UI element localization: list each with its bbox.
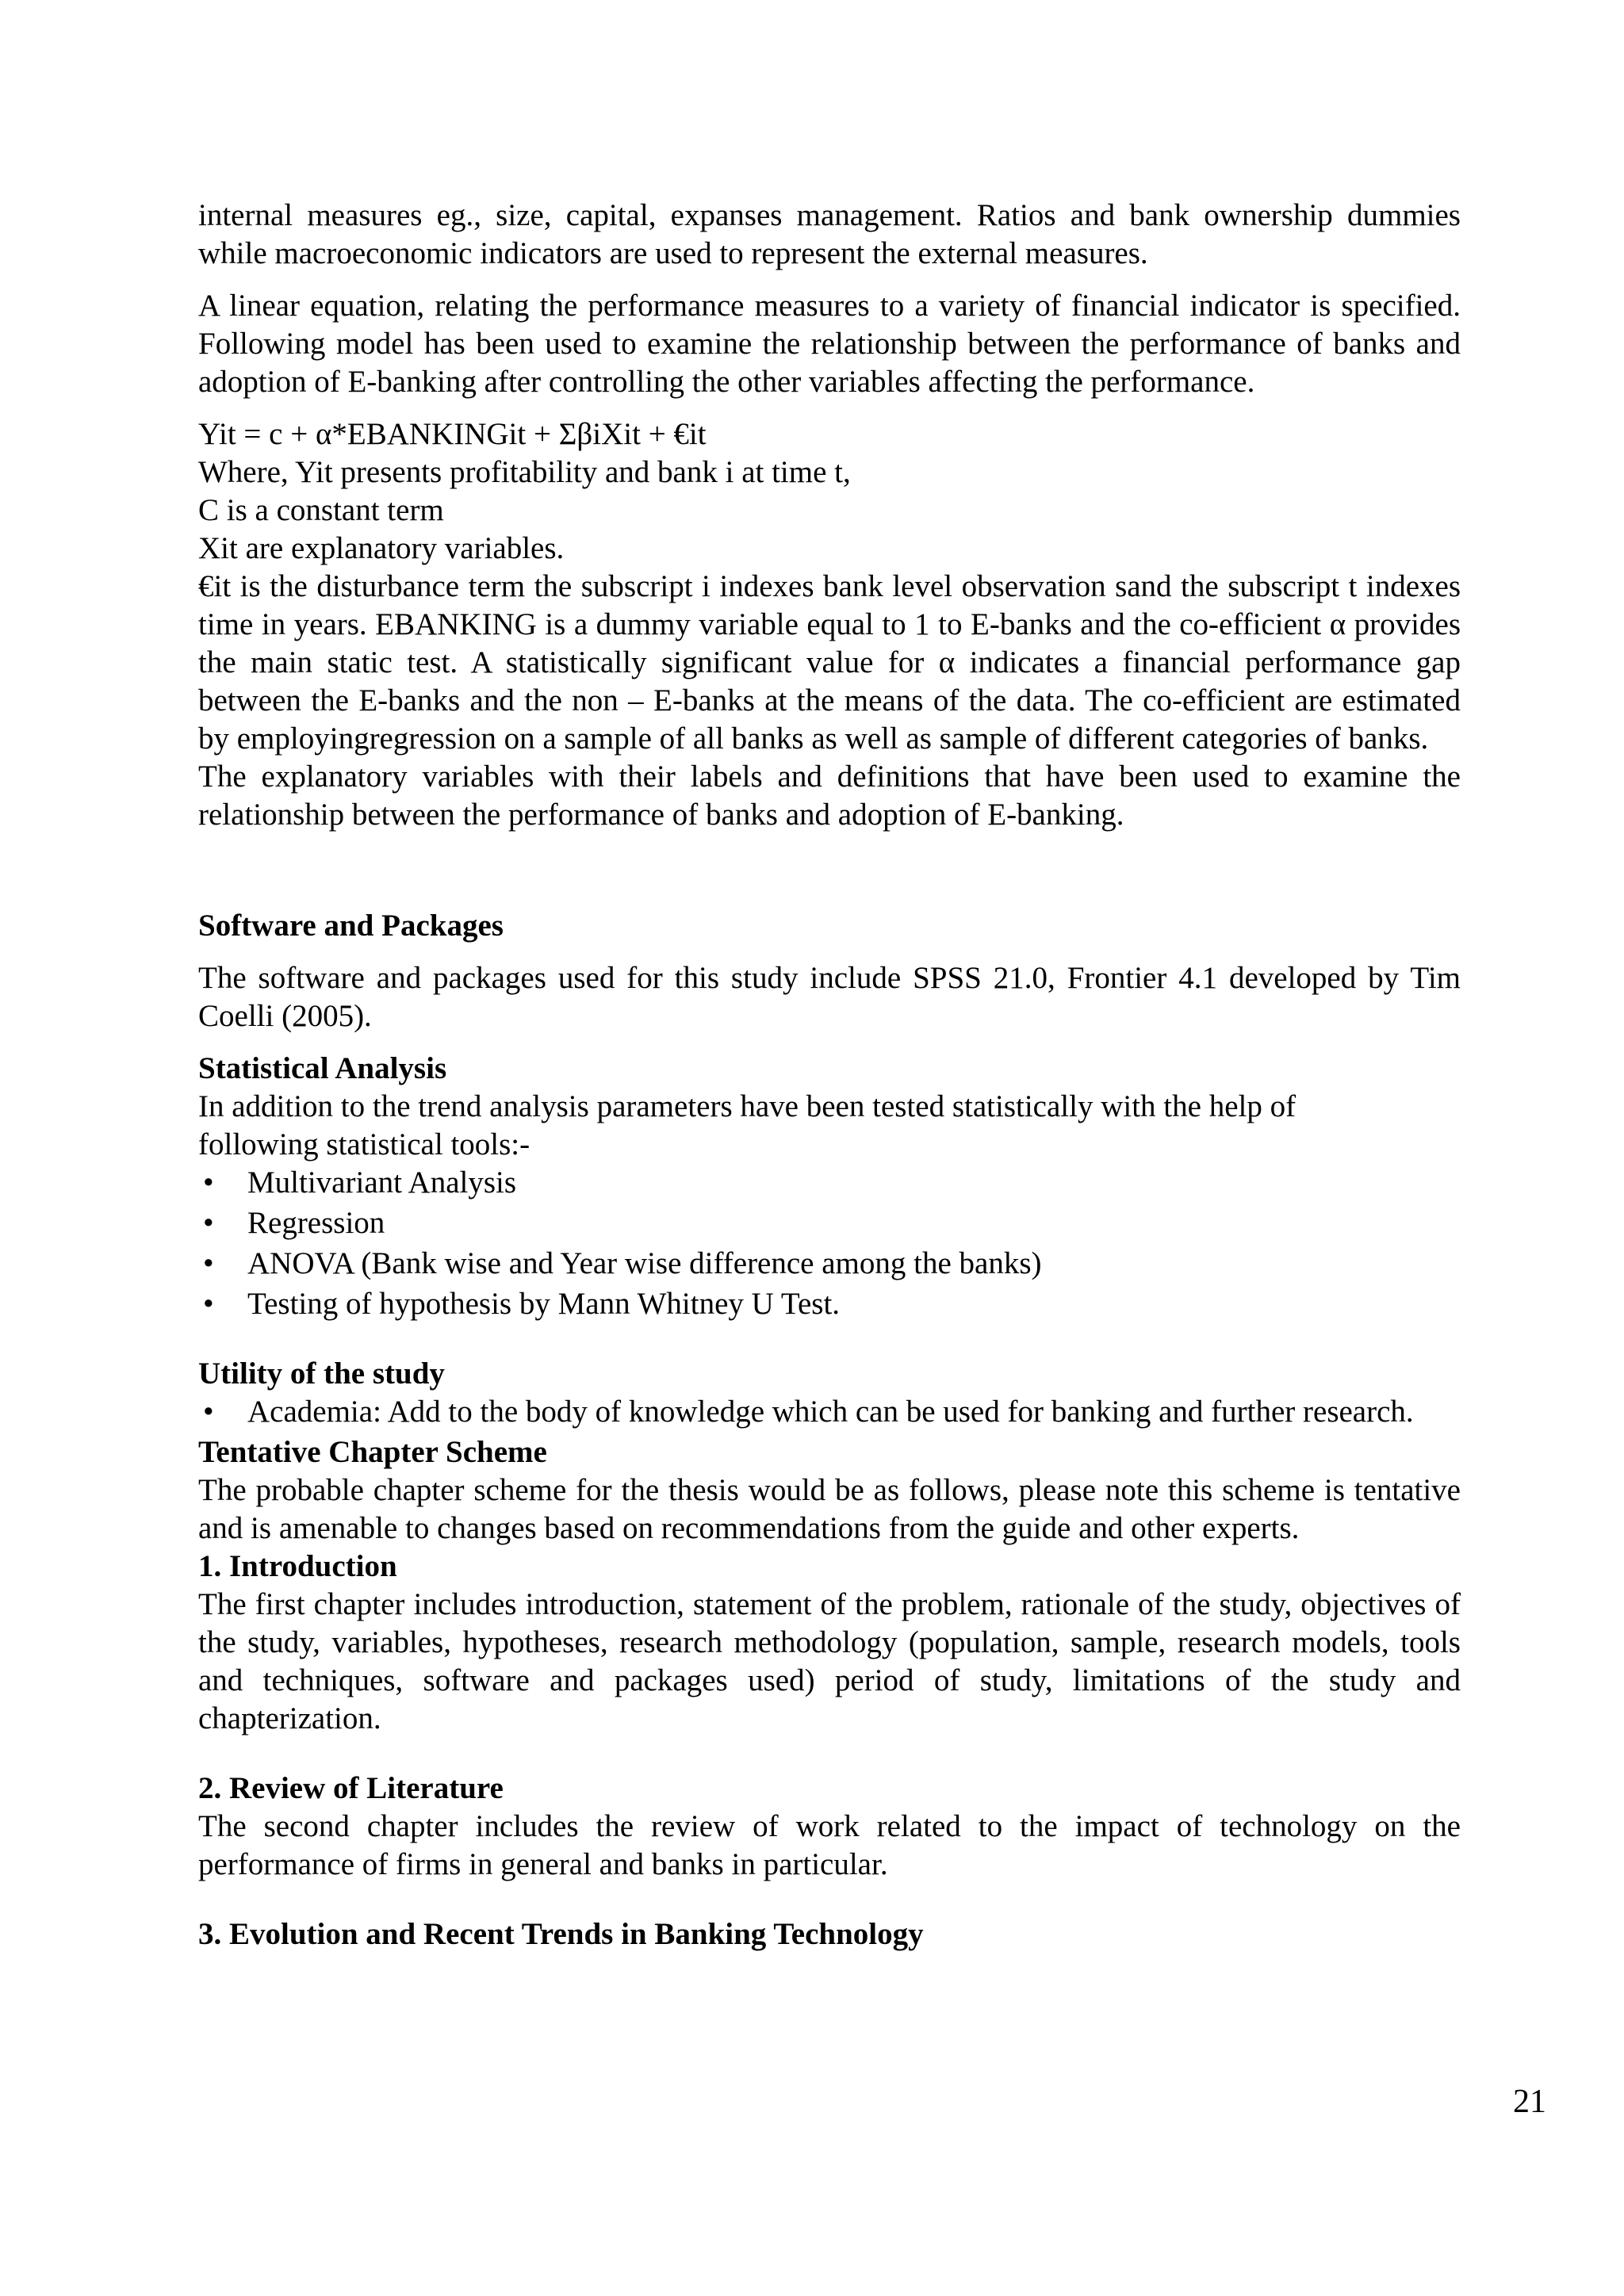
equation-where-line: Where, Yit presents profitability and bank i at time t, xyxy=(198,455,851,489)
heading-utility-of-study: Utility of the study xyxy=(198,1357,445,1391)
statistical-intro-line-1: In addition to the trend analysis parameters have been tested statistically with the help of xyxy=(198,1089,1297,1123)
bullet-icon: • xyxy=(203,1287,214,1321)
page-body xyxy=(198,197,1461,1954)
paragraph-explanatory-variables: The explanatory variables with their labels and definitions that have been used to examine the relationship between the performance of banks and adoption of E-banking. xyxy=(198,760,1461,832)
statistical-tools-list xyxy=(198,1164,1461,1323)
paragraph-chapter-2: The second chapter includes the review of work related to the impact of technology on the performance of firms in general and banks in particular. xyxy=(198,1809,1461,1881)
heading-tentative-chapter-scheme: Tentative Chapter Scheme xyxy=(198,1435,547,1469)
heading-chapter-2: 2. Review of Literature xyxy=(198,1771,504,1805)
equation-xit-line: Xit are explanatory variables. xyxy=(198,531,565,565)
bullet-icon: • xyxy=(203,1165,214,1200)
paragraph-internal-measures: internal measures eg., size, capital, expanses management. Ratios and bank ownership dummies while macroeconomic indicators are used to represent the external measures. xyxy=(198,198,1461,270)
list-item: • Multivariant Analysis xyxy=(198,1164,1461,1202)
paragraph-software: The software and packages used for this study include SPSS 21.0, Frontier 4.1 developed by Tim Coelli (2005). xyxy=(198,961,1461,1033)
equation-constant-line: C is a constant term xyxy=(198,493,444,527)
bullet-icon: • xyxy=(203,1395,214,1429)
bullet-icon: • xyxy=(203,1206,214,1240)
bullet-icon: • xyxy=(203,1246,214,1280)
paragraph-disturbance-term: €it is the disturbance term the subscript i indexes bank level observation sand the subscript t indexes time in years. EBANKING is a dummy variable equal to 1 to E-banks and the co-efficient α provides the main static test. A statistically significant value for α indicates a financial performance gap between the E-banks and the non – E-banks at the means of the data. The co-efficient are estimated by employingregression on a sample of all banks as well as sample of different categories of banks. xyxy=(198,569,1461,756)
list-item: • Regression xyxy=(198,1204,1461,1242)
heading-chapter-1: 1. Introduction xyxy=(198,1549,397,1583)
heading-statistical-analysis: Statistical Analysis xyxy=(198,1051,447,1085)
list-item: • Academia: Add to the body of knowledge which can be used for banking and further research. xyxy=(198,1393,1461,1431)
heading-chapter-3: 3. Evolution and Recent Trends in Banking Technology xyxy=(198,1917,924,1951)
utility-list xyxy=(198,1393,1461,1431)
paragraph-linear-equation: A linear equation, relating the performance measures to a variety of financial indicator is specified. Following model has been used to examine the relationship between the performance of banks and adoption of E-banking after controlling the other variables affecting the performance. xyxy=(198,289,1461,399)
statistical-intro-line-2: following statistical tools:- xyxy=(198,1127,530,1161)
paragraph-chapter-1: The first chapter includes introduction, statement of the problem, rationale of the study, objectives of the study, variables, hypotheses, research methodology (population, sample, research models, tools and techniques, software and packages used) period of study, limitations of the study and chapterization. xyxy=(198,1587,1461,1735)
paragraph-chapter-scheme: The probable chapter scheme for the thesis would be as follows, please note this scheme is tentative and is amenable to changes based on recommendations from the guide and other experts. xyxy=(198,1473,1461,1545)
page-number: 21 xyxy=(1513,2084,1546,2120)
list-item: • ANOVA (Bank wise and Year wise difference among the banks) xyxy=(198,1245,1461,1283)
heading-software-packages: Software and Packages xyxy=(198,909,504,943)
list-item: • Testing of hypothesis by Mann Whitney U Test. xyxy=(198,1285,1461,1323)
model-equation: Yit = c + α*EBANKINGit + ΣβiXit + €it xyxy=(198,417,707,451)
